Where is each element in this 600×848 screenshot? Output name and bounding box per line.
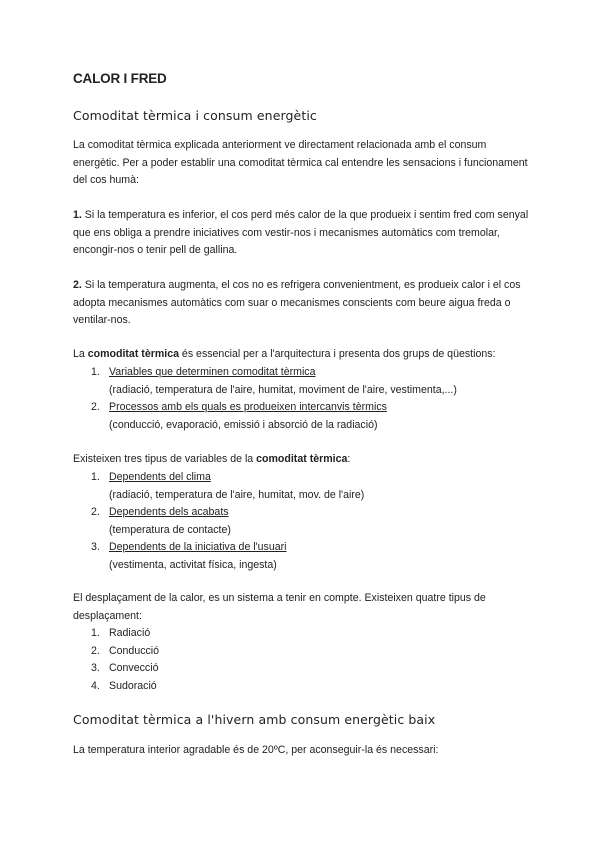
list-number: 3. <box>91 662 100 674</box>
list-number: 3. <box>91 541 100 553</box>
list-item-detail: (temperatura de contacte) <box>109 523 231 536</box>
section-paragraph: La temperatura interior agradable és de 20ºC, per aconseguir-la és necessari: <box>73 744 439 756</box>
point-number: 1. <box>73 209 82 221</box>
list-item-detail: (radiació, temperatura de l'aire, humitat, moviment de l'aire, vestimenta,...) <box>109 383 457 396</box>
list-item <box>73 625 533 643</box>
list-number: 2. <box>91 506 100 518</box>
list-item-detail: (radiació, temperatura de l'aire, humitat, mov. de l'aire) <box>109 488 365 501</box>
list-number: 1. <box>91 471 100 483</box>
point-2-paragraph <box>73 277 533 330</box>
intro-paragraph: La comoditat tèrmica explicada anteriorment ve directament relacionada amb el consum energètic. Per a poder establir una comoditat tèrmica cal entendre les sensacions i funcionament del cos humà: <box>73 139 528 186</box>
list-item <box>73 399 533 434</box>
list-item-label: Conducció <box>109 644 160 657</box>
list-item-title: Dependents de la iniciativa de l'usuari <box>109 541 287 553</box>
section-heading: Comoditat tèrmica i consum energètic <box>73 108 317 123</box>
list-item-title: Dependents dels acabats <box>109 506 229 518</box>
bold-term: comoditat tèrmica <box>256 453 348 465</box>
comfort-list <box>73 364 533 434</box>
point-number: 2. <box>73 279 82 291</box>
displacement-intro: El desplaçament de la calor, es un sistema a tenir en compte. Existeixen quatre tipus de desplaçament: <box>73 592 486 622</box>
list-item-detail: (vestimenta, activitat física, ingesta) <box>109 558 277 571</box>
displacement-list <box>73 625 533 695</box>
list-item <box>73 643 533 661</box>
list-item <box>73 539 533 574</box>
list-number: 1. <box>91 627 100 639</box>
list-number: 4. <box>91 679 100 692</box>
list-item-title: Dependents del clima <box>109 471 211 483</box>
list-item-label: Sudoració <box>109 679 157 692</box>
list-item-title: Processos amb els quals es produeixen intercanvis tèrmics <box>109 401 387 413</box>
text-run: La <box>73 348 88 360</box>
variables-list <box>73 469 533 574</box>
point-1-paragraph <box>73 207 533 260</box>
comfort-intro <box>73 346 533 364</box>
list-item-detail: (conducció, evaporació, emissió i absorció de la radiació) <box>109 418 378 431</box>
list-item-title: Variables que determinen comoditat tèrmica <box>109 366 316 378</box>
list-item <box>73 660 533 678</box>
list-number: 1. <box>91 366 100 378</box>
list-item-label: Convecció <box>109 662 159 674</box>
bold-term: comoditat tèrmica <box>87 348 179 360</box>
point-text: Si la temperatura es inferior, el cos perd més calor de la que produeix i sentim fred com senyal que ens obliga a prendre iniciatives com vestir-nos i mecanismes automàtics com tremolar, encongir-nos o tenir pell de gallina. <box>73 209 529 256</box>
text-run: : <box>347 453 351 465</box>
text-run: és essencial per a l'arquitectura i presenta dos grups de qüestions: <box>178 348 496 360</box>
list-item <box>73 678 533 696</box>
section-heading: Comoditat tèrmica a l'hivern amb consum energètic baix <box>73 712 436 727</box>
variables-intro <box>73 451 533 469</box>
list-item <box>73 469 533 504</box>
list-number: 2. <box>91 401 100 413</box>
list-number: 2. <box>91 644 100 657</box>
document-title: CALOR I FRED <box>73 71 167 86</box>
list-item <box>73 504 533 539</box>
list-item <box>73 364 533 399</box>
text-run: Existeixen tres tipus de variables de la <box>73 453 257 465</box>
point-text: Si la temperatura augmenta, el cos no es refrigera convenientment, es produeix calor i el cos adopta mecanismes automàtics com suar o mecanismes conscients com beure aigua freda o ventilar-nos. <box>73 279 521 326</box>
list-item-label: Radiació <box>109 627 151 639</box>
